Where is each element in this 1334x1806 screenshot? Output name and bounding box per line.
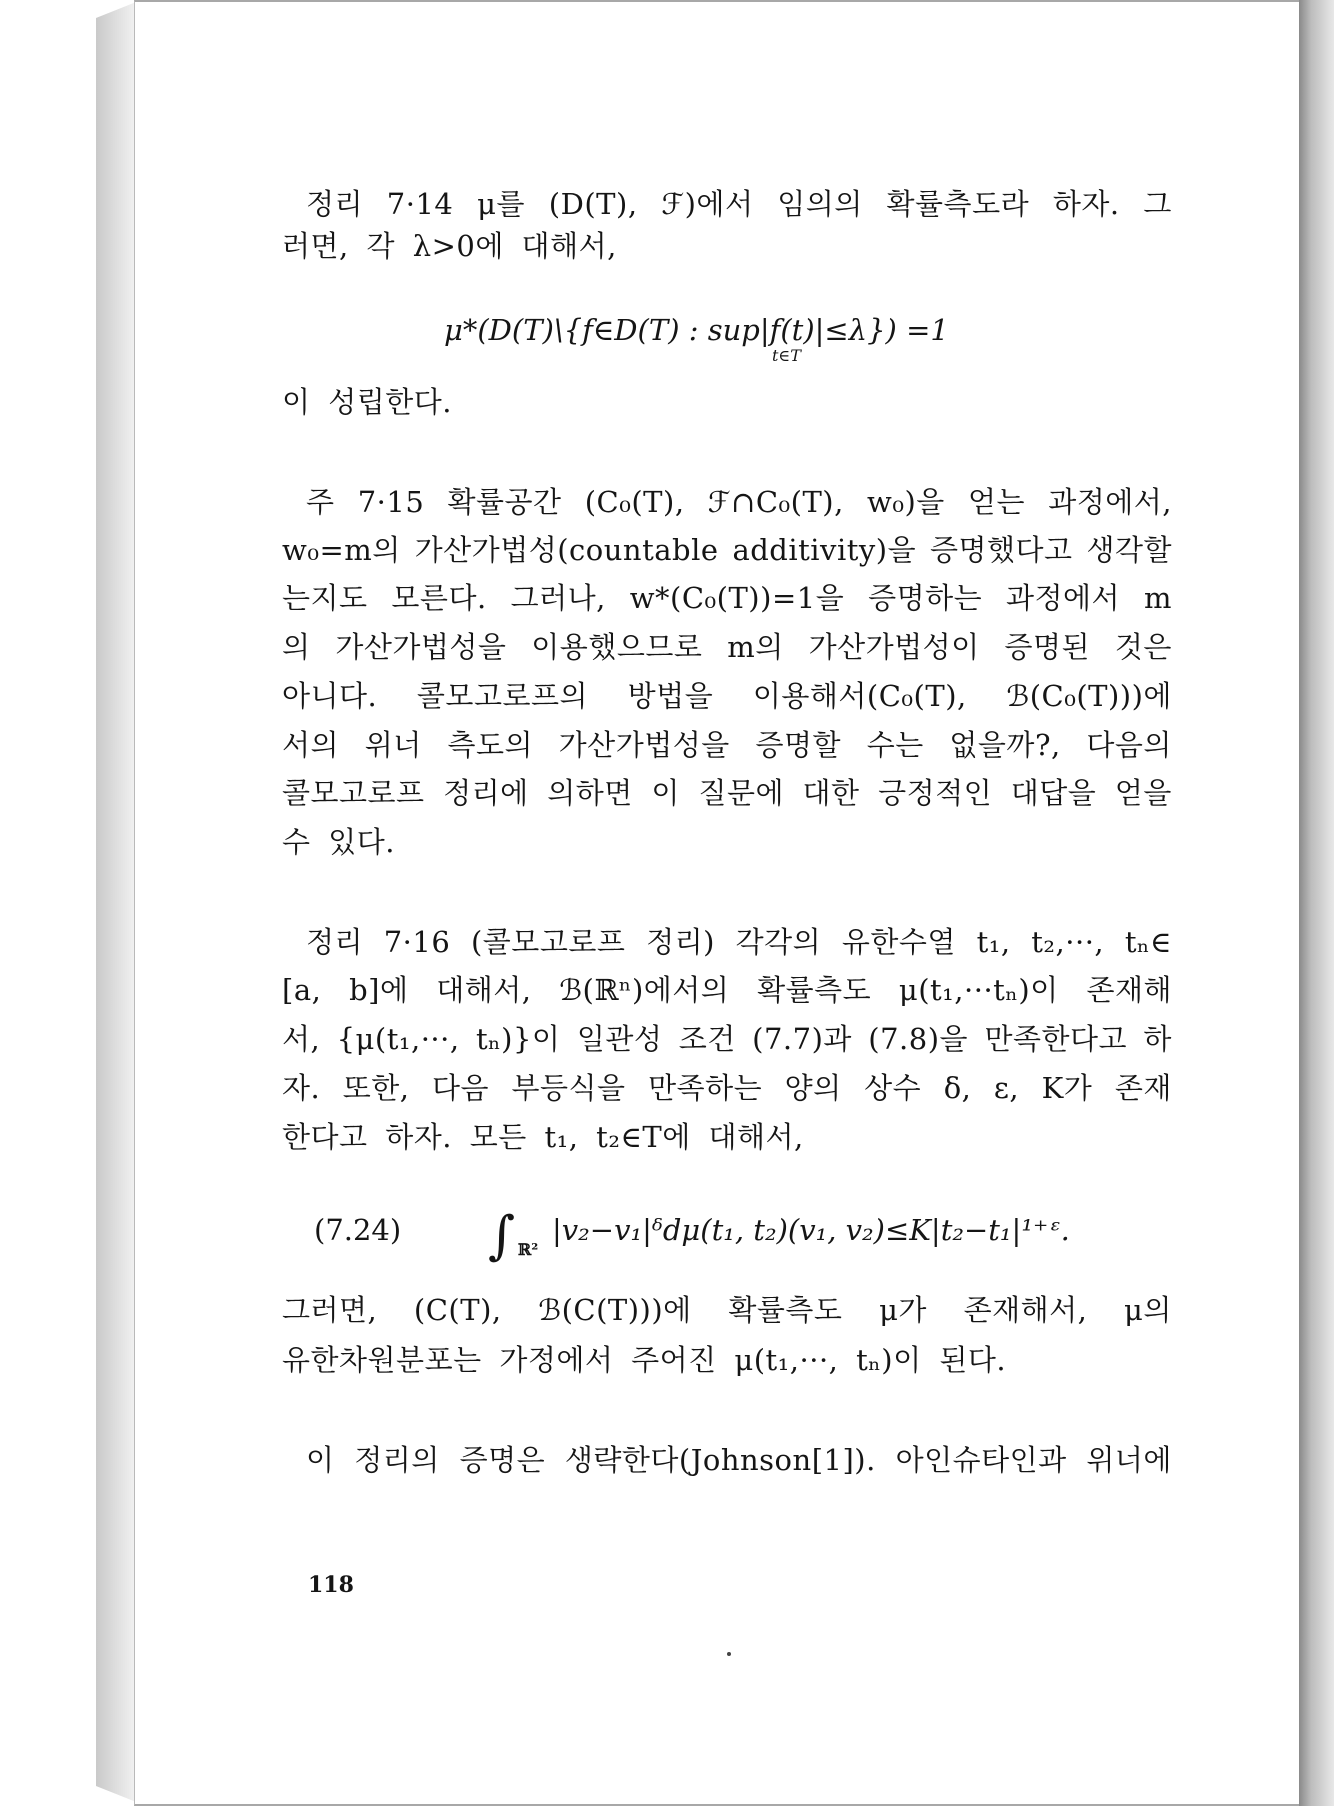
- integral-domain: ℝ²: [518, 1240, 539, 1259]
- theorem-7-16-line: [a, b]에 대해서, ℬ(ℝⁿ)에서의 확률측도 μ(t₁,···tₙ)이 존재해: [282, 973, 1172, 1007]
- theorem-7-14-line-1: 정리 7·14 μ를 (D(T), ℱ)에서 임의의 확률측도라 하자. 그: [306, 187, 1172, 221]
- remark-line: 수 있다.: [282, 825, 395, 859]
- theorem-7-16-line: 정리 7·16 (콜모고로프 정리) 각각의 유한수열 t₁, t₂,···, tₙ∈: [306, 925, 1172, 959]
- closing-paragraph-line: 이 정리의 증명은 생략한다(Johnson[1]). 아인슈타인과 위너에: [306, 1443, 1172, 1477]
- theorem-7-16-conclusion-line: 그러면, (C(T), ℬ(C(T)))에 확률측도 μ가 존재해서, μ의: [282, 1293, 1172, 1327]
- equation-label: (7.24): [314, 1213, 402, 1247]
- theorem-7-16-conclusion-line: 유한차원분포는 가정에서 주어진 μ(t₁,···, tₙ)이 된다.: [282, 1343, 1007, 1377]
- remark-line: w₀=m의 가산가법성(countable additivity)을 증명했다고 생각할: [282, 533, 1172, 567]
- theorem-7-16-line: 한다고 하자. 모든 t₁, t₂∈T에 대해서,: [282, 1120, 804, 1154]
- remark-line: 의 가산가법성을 이용했으므로 m의 가산가법성이 증명된 것은: [282, 630, 1172, 664]
- theorem-7-16-line: 자. 또한, 다음 부등식을 만족하는 양의 상수 δ, ε, K가 존재: [282, 1071, 1172, 1105]
- page-number: 118: [308, 1572, 354, 1598]
- book-page: [134, 0, 1299, 1806]
- book-spine-edge: [96, 2, 136, 1802]
- theorem-7-14-equation: μ*(D(T)\{f∈D(T) : sup|f(t)|≤λ}) =1: [444, 313, 949, 347]
- remark-line: 서의 위너 측도의 가산가법성을 증명할 수는 없을까?, 다음의: [282, 728, 1172, 762]
- theorem-7-14-line-3: 이 성립한다.: [282, 385, 453, 419]
- remark-line: 는지도 모른다. 그러나, w*(C₀(T))=1을 증명하는 과정에서 m: [282, 581, 1172, 615]
- integral-sign: ∫: [488, 1206, 516, 1266]
- remark-line: 주 7·15 확률공간 (C₀(T), ℱ∩C₀(T), w₀)을 얻는 과정에서,: [306, 485, 1172, 519]
- scan-dot-mark: [727, 1652, 731, 1656]
- equation-subscript-t-in-T: t∈T: [772, 346, 801, 365]
- integral-equation: |v₂−v₁|ᵟdμ(t₁, t₂)(v₁, v₂)≤K|t₂−t₁|¹⁺ᵋ.: [552, 1213, 1070, 1247]
- remark-line: 콜모고로프 정리에 의하면 이 질문에 대한 긍정적인 대답을 얻을: [282, 776, 1172, 810]
- theorem-7-16-line: 서, {μ(t₁,···, tₙ)}이 일관성 조건 (7.7)과 (7.8)을 만족한다고 하: [282, 1022, 1172, 1056]
- page-right-shadow: [1299, 0, 1334, 1806]
- remark-line: 아니다. 콜모고로프의 방법을 이용해서(C₀(T), ℬ(C₀(T)))에: [282, 679, 1172, 713]
- theorem-7-14-line-2: 러면, 각 λ>0에 대해서,: [282, 229, 617, 263]
